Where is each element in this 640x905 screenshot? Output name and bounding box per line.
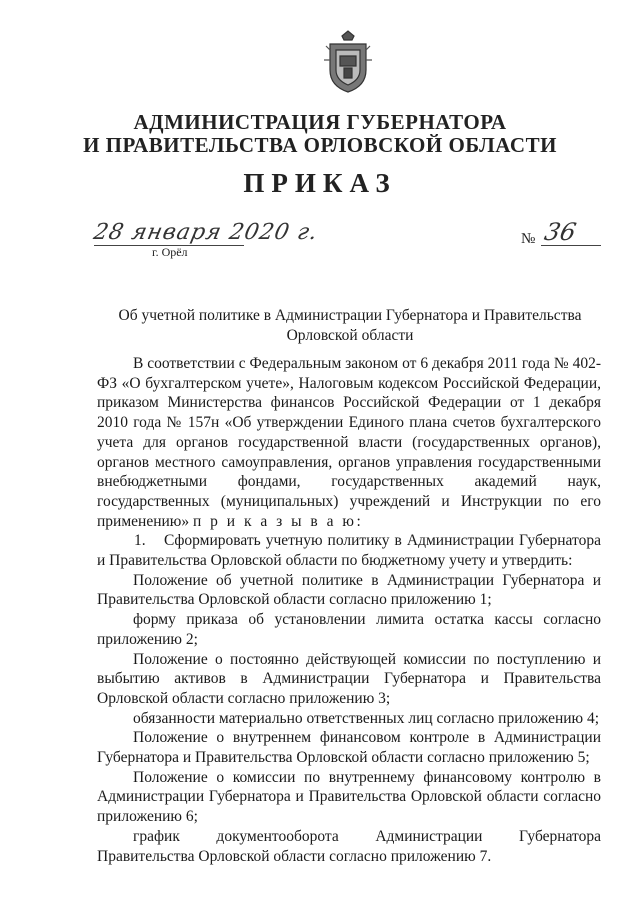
document-type: ПРИКАЗ bbox=[243, 168, 397, 198]
subitem: Положение о постоянно действующей комиссии по поступлению и выбытию активов в Администрации Губернатора и Правительства Орловской области согласно приложению 3; bbox=[97, 650, 601, 707]
handwritten-number: 36 bbox=[542, 218, 579, 246]
number-underline bbox=[541, 245, 601, 246]
subitem: форму приказа об установлении лимита остатка кассы согласно приложению 2; bbox=[97, 611, 601, 648]
item-1-number: 1. bbox=[134, 532, 146, 550]
subitem: обязанности материально ответственных лиц согласно приложению 4; bbox=[133, 709, 600, 727]
org-title-line2: И ПРАВИТЕЛЬСТВА ОРЛОВСКОЙ ОБЛАСТИ bbox=[83, 133, 557, 157]
handwritten-date: 28 января 2020 г. bbox=[91, 220, 321, 245]
subitem: Положение о внутреннем финансовом контроле в Администрации Губернатора и Правительства Орловской области согласно приложению 5; bbox=[97, 729, 601, 767]
place-of-issue: г. Орёл bbox=[152, 245, 188, 259]
order-word: п р и к а з ы в а ю: bbox=[193, 512, 364, 530]
org-title-line1: АДМИНИСТРАЦИЯ ГУБЕРНАТОРА bbox=[133, 110, 507, 134]
document-subject: Об учетной политике в Администрации Губернатора и Правительства Орловской области bbox=[118, 307, 582, 344]
intro-text: В соответствии с Федеральным законом от 6 декабря 2011 года № 402-ФЗ «О бухгалтерском учете», Налоговым кодексом Российской Федерации, приказом Министерства финансов Российской Федерации от 1 декабря 2010 года № 157н «Об утверждении Единого плана счетов бухгалтерского учета для органов государственной власти (государственных органов), органов местного самоуправления, органов управления государственными внебюджетными фондами, государственных академий наук, государственных (муниципальных) учреждений и Инструкции по его применению» bbox=[97, 355, 601, 530]
intro-paragraph bbox=[97, 354, 601, 531]
item-1 bbox=[97, 531, 601, 570]
subitem: Положение о комиссии по внутреннему финансовому контролю в Администрации Губернатора и Правительства Орловской области согласно приложению 6; bbox=[97, 768, 601, 826]
document-body bbox=[97, 354, 601, 866]
number-label: № bbox=[521, 231, 536, 247]
subitem: график документооборота Администрации Губернатора Правительства Орловской области согласно приложению 7. bbox=[97, 827, 601, 865]
item-1-text: Сформировать учетную политику в Администрации Губернатора и Правительства Орловской области по бюджетному учету и утвердить: bbox=[97, 532, 601, 570]
coat-of-arms-icon bbox=[322, 30, 374, 94]
subitem: Положение об учетной политике в Администрации Губернатора и Правительства Орловской области согласно приложению 1; bbox=[97, 571, 601, 609]
